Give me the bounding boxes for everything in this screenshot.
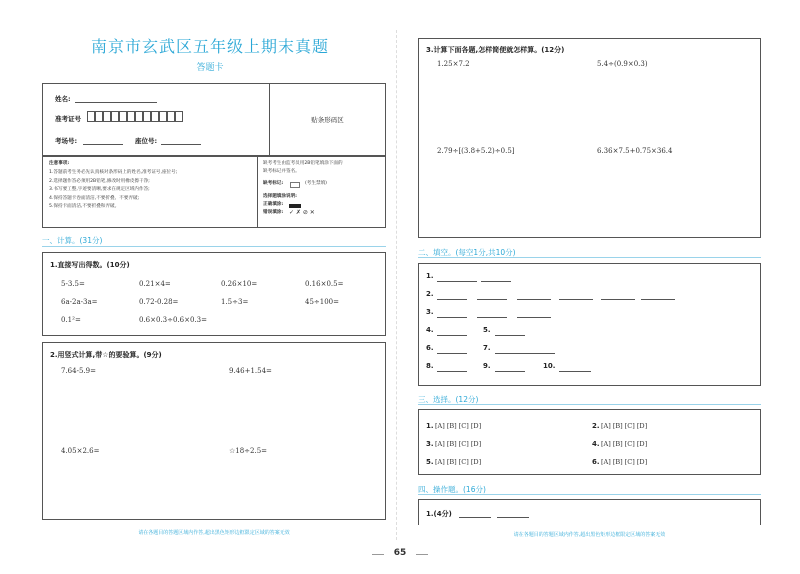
fill-box[interactable] xyxy=(418,263,761,386)
q2-item: 9.46+1.54= xyxy=(229,367,272,375)
seat-field[interactable] xyxy=(161,144,201,145)
page-title: 南京市玄武区五年级上期末真题 xyxy=(90,37,329,56)
q2-box[interactable] xyxy=(42,342,386,520)
correct-fill-label: 正确填涂: xyxy=(263,202,284,207)
choice-num: 4. xyxy=(592,440,600,448)
barcode-area: 贴条形码区 xyxy=(311,116,344,124)
notice-separator xyxy=(257,157,258,227)
page-subtitle: 答题卡 xyxy=(196,63,224,73)
choice-num: 6. xyxy=(592,458,600,466)
choice-options[interactable]: [A] [B] [C] [D] xyxy=(435,440,482,448)
fill-blank[interactable] xyxy=(481,281,511,282)
absent-checkbox[interactable] xyxy=(290,182,300,188)
q2-item: ☆18÷2.5= xyxy=(229,447,268,455)
notice-item: 5.保持卡面清洁,不要折叠和弄破。 xyxy=(49,204,120,209)
fill-blank[interactable] xyxy=(641,299,675,300)
operation-box[interactable] xyxy=(418,499,761,525)
fill-blank[interactable] xyxy=(559,371,591,372)
fill-num: 6. xyxy=(426,344,434,352)
choice-options[interactable]: [A] [B] [C] [D] xyxy=(601,458,648,466)
fill-num: 9. xyxy=(483,362,491,370)
fill-blank[interactable] xyxy=(495,371,525,372)
absent-instruction: 缺考考生由监考员用2B铅笔填涂下面的 xyxy=(263,161,343,166)
notice-item: 1.答题前考生务必先认真核对条形码上的姓名,准考证号,座位号; xyxy=(49,170,178,175)
section-line xyxy=(418,257,761,258)
section-line xyxy=(418,494,761,495)
choice-options[interactable]: [A] [B] [C] [D] xyxy=(601,422,648,430)
notice-title: 注意事项: xyxy=(49,161,70,166)
fill-num: 2. xyxy=(426,290,434,298)
choice-options[interactable]: [A] [B] [C] [D] xyxy=(435,422,482,430)
notice-item: 3.书写要工整,字迹要清晰,要求在规定区域内作答; xyxy=(49,187,150,192)
q3-box[interactable] xyxy=(418,38,761,238)
exam-id-label: 准考证号 xyxy=(55,115,81,123)
choice-num: 2. xyxy=(592,422,600,430)
room-label: 考场号: xyxy=(55,137,78,145)
fill-blank[interactable] xyxy=(459,517,491,518)
q3-item: 2.79÷[(3.8+5.2)÷0.5] xyxy=(437,147,515,155)
page-spine xyxy=(396,30,397,540)
q1-item: 0.1²= xyxy=(61,316,81,324)
fill-blank[interactable] xyxy=(437,371,467,372)
section-calculation-title: 一、计算。(31分) xyxy=(42,236,103,245)
fill-num: 7. xyxy=(483,344,491,352)
notice-box xyxy=(42,156,386,228)
section-choice-title: 三、选择。(12分) xyxy=(418,395,479,404)
wrong-fill-label: 错误填涂: xyxy=(263,210,284,215)
section-fill-title: 二、填空。(每空1分,共10分) xyxy=(418,248,516,257)
footer-note-right: 请在各题目的答题区域内作答,超出黑色矩形边框限定区域的答案无效 xyxy=(513,532,666,538)
page-number: 65 xyxy=(393,548,407,558)
absent-instruction-2: 缺考标记并签名。 xyxy=(263,169,300,174)
fill-blank[interactable] xyxy=(495,335,525,336)
fill-guide-label: 选择题填涂说明: xyxy=(263,194,297,199)
fill-blank[interactable] xyxy=(517,317,551,318)
section-line xyxy=(418,404,761,405)
fill-num: 8. xyxy=(426,362,434,370)
absent-hint: (考生禁填) xyxy=(305,181,327,186)
fill-blank[interactable] xyxy=(477,317,507,318)
fill-blank[interactable] xyxy=(437,353,467,354)
section-line xyxy=(42,246,386,247)
q2-title: 2.用竖式计算,带☆的要验算。(9分) xyxy=(50,351,162,359)
operation-q1: 1.(4分) xyxy=(426,510,452,518)
q1-title: 1.直接写出得数。(10分) xyxy=(50,261,130,269)
room-field[interactable] xyxy=(83,144,123,145)
fill-blank[interactable] xyxy=(437,281,477,282)
q3-title: 3.计算下面各题,怎样简便就怎样算。(12分) xyxy=(426,46,565,54)
fill-blank[interactable] xyxy=(601,299,635,300)
q2-item: 7.64-5.9= xyxy=(61,367,96,375)
q1-box[interactable] xyxy=(42,252,386,336)
fill-num: 3. xyxy=(426,308,434,316)
q1-item: 45÷100= xyxy=(305,298,339,306)
absent-label: 缺考标记: xyxy=(263,181,284,186)
fill-blank[interactable] xyxy=(477,299,507,300)
q2-item: 4.05×2.6= xyxy=(61,447,100,455)
q1-item: 0.72-0.28= xyxy=(139,298,179,306)
q1-item: 1.5÷3= xyxy=(221,298,249,306)
footer-note-left: 请在各题目的答题区域内作答,超出黑色矩形边框限定区域的答案无效 xyxy=(138,530,290,536)
notice-item: 4.保持答题卡卷面清洁,不要折叠、不要弄破; xyxy=(49,195,140,201)
choice-options[interactable]: [A] [B] [C] [D] xyxy=(435,458,482,466)
q1-item: 0.21×4= xyxy=(139,280,171,288)
q3-item: 6.36×7.5+0.75×36.4 xyxy=(597,147,673,155)
q1-item: 0.16×0.5= xyxy=(305,280,344,288)
fill-blank[interactable] xyxy=(437,299,467,300)
choice-num: 3. xyxy=(426,440,434,448)
fill-num: 5. xyxy=(483,326,491,334)
choice-options[interactable]: [A] [B] [C] [D] xyxy=(601,440,648,448)
fill-blank[interactable] xyxy=(497,517,529,518)
fill-blank[interactable] xyxy=(437,335,467,336)
name-label: 姓名: xyxy=(55,95,71,103)
fill-blank[interactable] xyxy=(495,353,555,354)
q3-item: 5.4÷(0.9×0.3) xyxy=(597,60,648,68)
seat-label: 座位号: xyxy=(135,137,158,145)
fill-num: 4. xyxy=(426,326,434,334)
fill-num: 10. xyxy=(543,362,556,370)
choice-num: 5. xyxy=(426,458,434,466)
wrong-fill-marks: ✓ ✗ ⊘ ✕ xyxy=(289,209,315,216)
q1-item: 0.26×10= xyxy=(221,280,258,288)
q1-item: 5-3.5= xyxy=(61,280,85,288)
choice-num: 1. xyxy=(426,422,434,430)
fill-blank[interactable] xyxy=(517,299,551,300)
correct-fill-mark xyxy=(289,204,301,208)
name-field[interactable] xyxy=(75,102,157,103)
fill-blank[interactable] xyxy=(437,317,467,318)
q1-item: 0.6×0.3÷0.6×0.3= xyxy=(139,316,207,324)
section-operation-title: 四、操作题。(16分) xyxy=(418,485,486,494)
exam-id-cells[interactable] xyxy=(87,111,183,122)
q1-item: 6a-2a-3a= xyxy=(61,298,98,306)
fill-blank[interactable] xyxy=(559,299,593,300)
notice-item: 2.选择题作答必须用2B铅笔,修改时用橡皮擦干净; xyxy=(49,178,150,184)
q3-item: 1.25×7.2 xyxy=(437,60,470,68)
page-number-area xyxy=(372,547,428,561)
choice-box[interactable] xyxy=(418,409,761,475)
fill-num: 1. xyxy=(426,272,434,280)
student-info-box xyxy=(42,83,386,156)
